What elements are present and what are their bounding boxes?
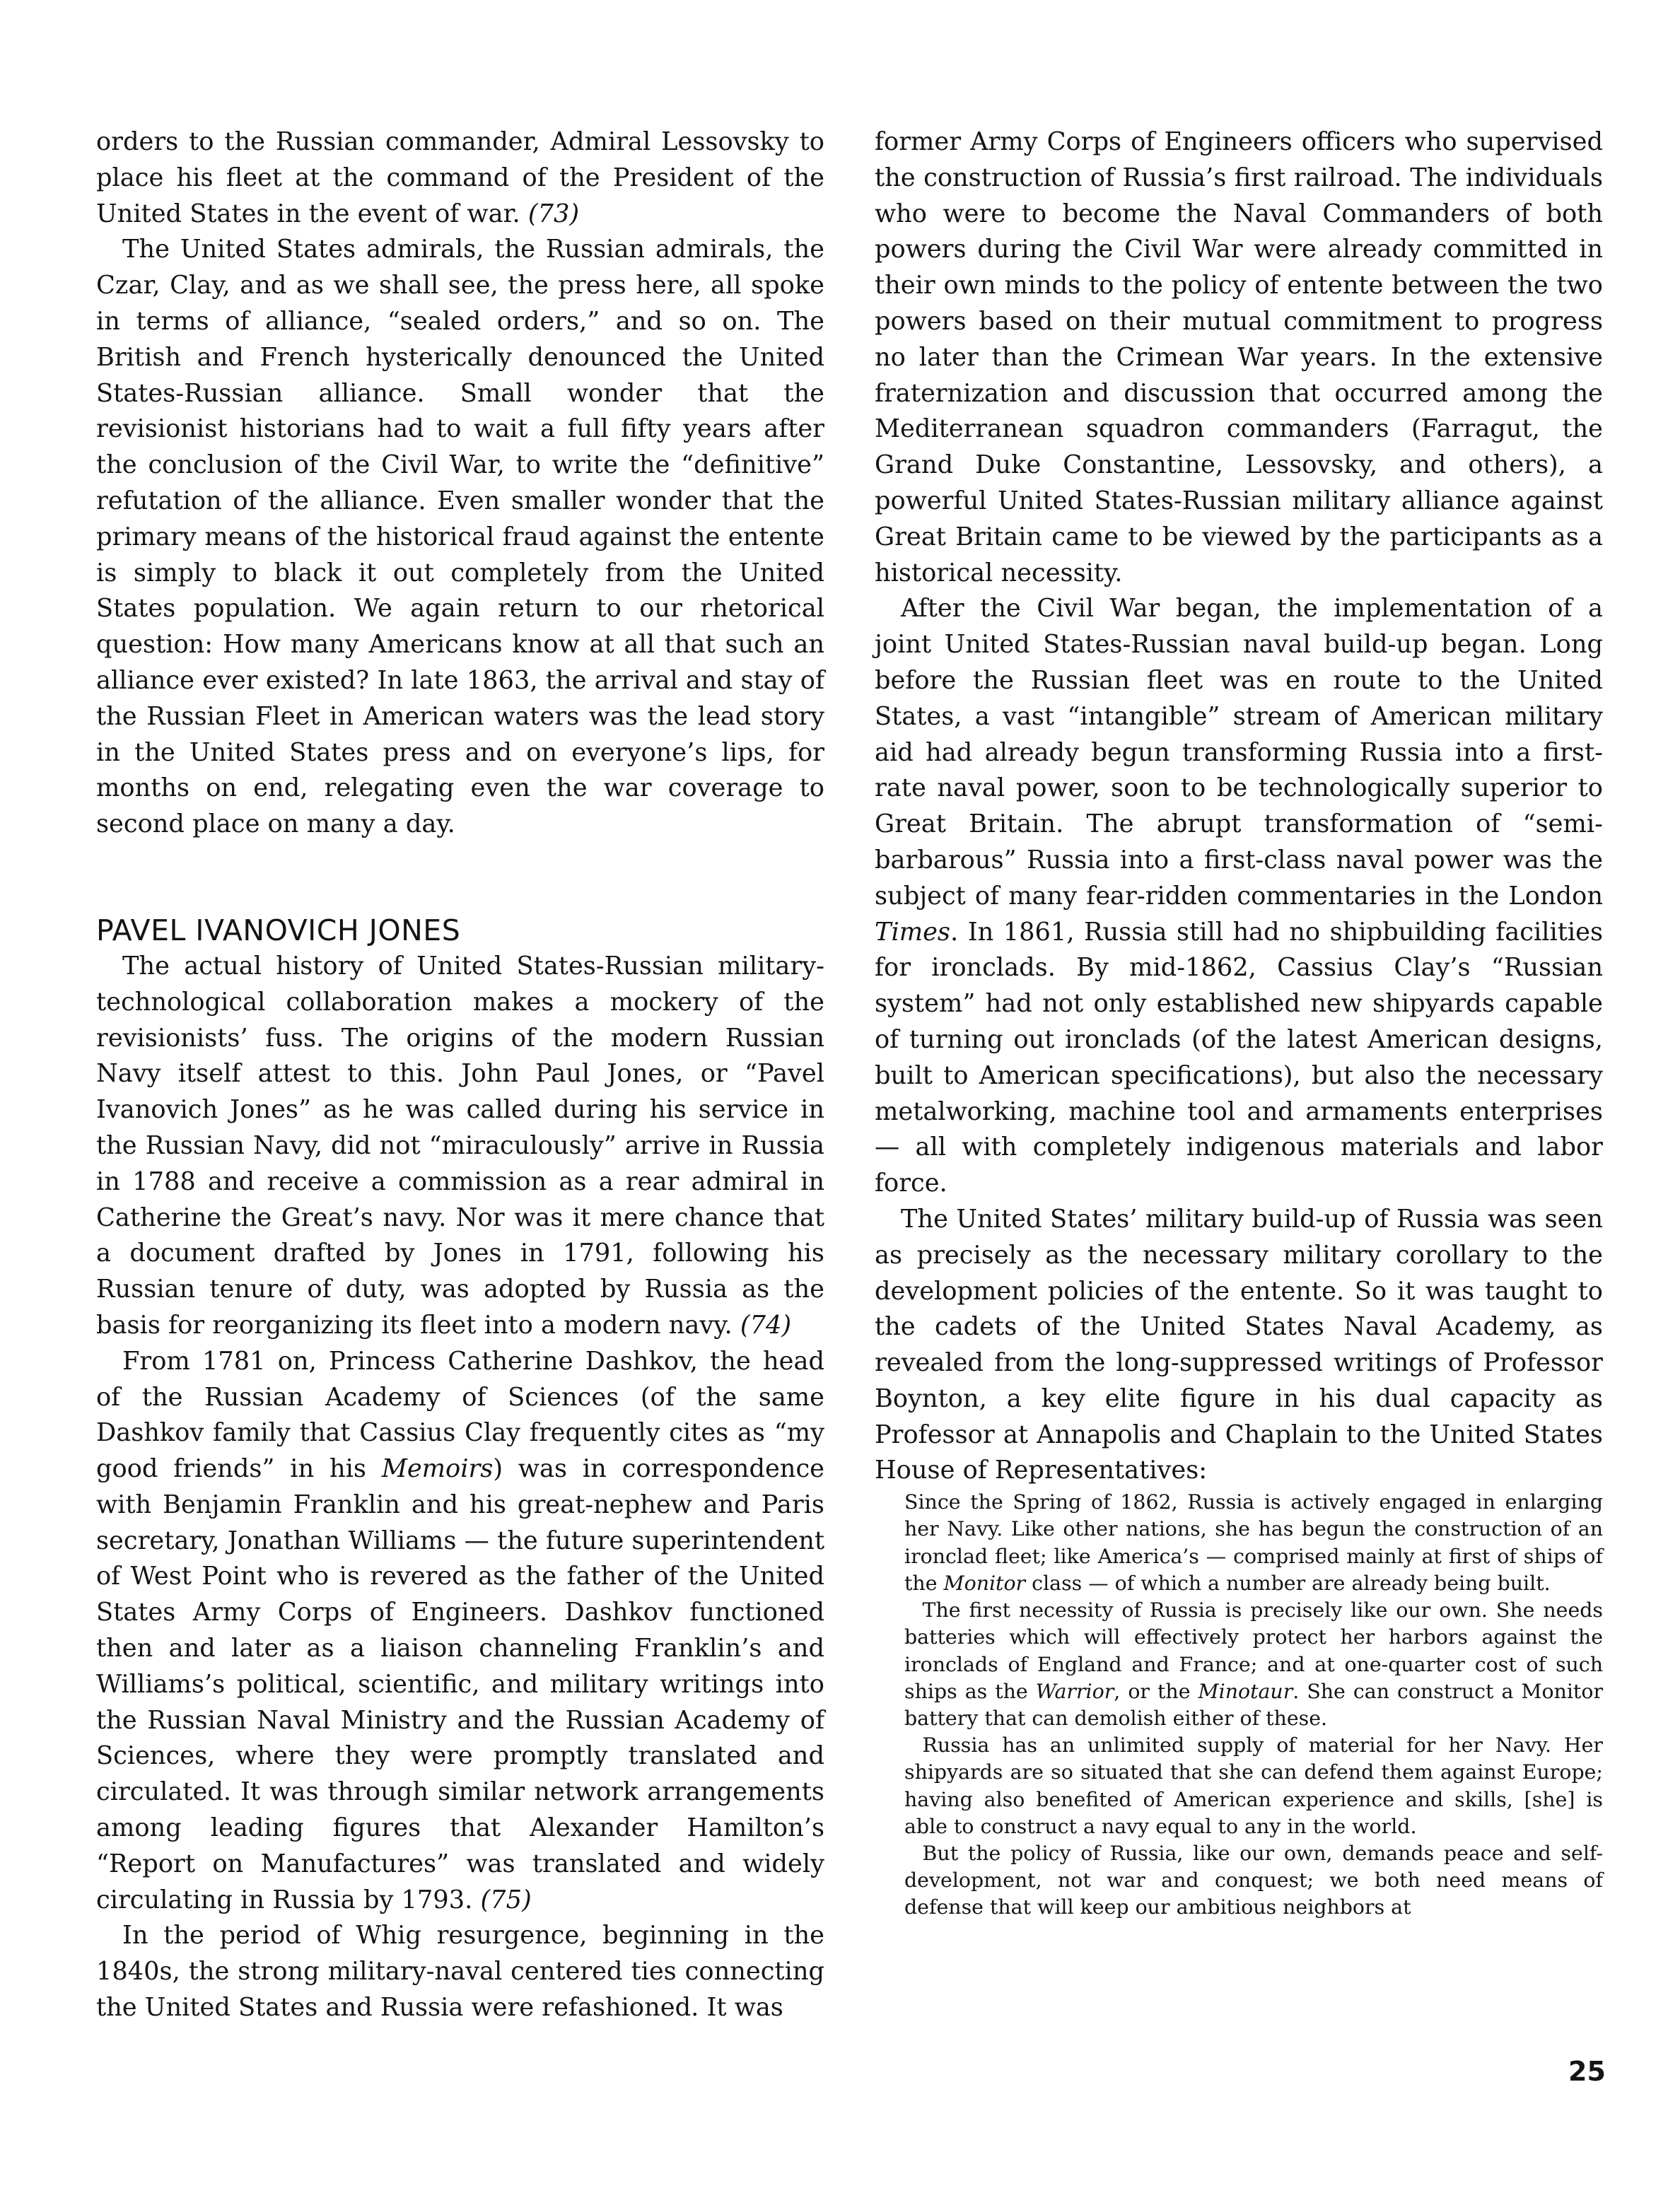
paragraph: The United States’ military build-up of Russia was seen as precisely as the necessary military corollary to the development policies of the entente. So it was taught to the cadets of the United States Naval Academy, as revealed from the long-suppressed writings of Professor Boynton, a key elite figure in his dual capacity as Professor at Annapolis and Chaplain to the United States House of Representatives: [875,1204,1603,1485]
citation: (73) [527,199,580,228]
quote-text: . She can construct a Monitor battery that can demolish either of these. [904,1679,1604,1730]
ship-name: Warrior [1035,1679,1114,1703]
paragraph-text: The actual history of United States-Russian military-technological collaboration makes a mockery of the revisionists’ fuss. The origins of the modern Russian Navy itself attest to this. John Paul Jones, or “Pavel Ivanovich Jones” as he was called during his service in the Russian Navy, did not “miraculously” arrive in Russia in 1788 and receive a commission as a rear admiral in Catherine the Great’s navy. Nor was it mere chance that a document drafted by Jones in 1791, following his Russian tenure of duty, was adopted by Russia as the basis for reorganizing its fleet into a modern navy. [96,951,824,1340]
right-column [875,124,1603,1922]
left-column [96,124,824,2026]
citation: (74) [740,1310,792,1340]
quote-text: , or the [1114,1679,1191,1703]
book-title: Memoirs [381,1454,494,1484]
quote-paragraph [904,1489,1603,1597]
quote-paragraph: Russia has an unlimited supply of material for her Navy. Her shipyards are so situated that she can defend them against Europe; having also benefited of American experience and skills, [she] is able to construct a navy equal to any in the world. [904,1733,1603,1838]
paragraph: former Army Corps of Engineers officers who supervised the construction of Russia’s first railroad. The individuals who were to become the Naval Commanders of both powers during the Civil War were already committed in their own minds to the policy of entente between the two powers based on their mutual commitment to progress no later than the Crimean War years. In the extensive fraternization and discussion that occurred among the Mediterranean squadron commanders (Farragut, the Grand Duke Constantine, Lessovsky, and others), a powerful United States-Russian military alliance against Great Britain came to be viewed by the participants as a historical necessity. [875,127,1603,587]
ship-class: Monitor [943,1571,1026,1595]
paragraph-text: From 1781 on, Princess Catherine Dashkov, the head of the Russian Academy of Sciences (of the same Dashkov family that Cassius Clay frequently cites as “my good friends” in his [96,1346,824,1484]
paragraph [96,949,824,1344]
paragraph-text: After the Civil War began, the implementation of a joint United States-Russian naval build-up began. Long before the Russian fleet was en route to the United States, a vast “intangible” stream of American military aid had already begun transforming Russia into a first-rate naval power, soon to be technologically superior to Great Britain. The abrupt transformation of “semi-barbarous” Russia into a first-class naval power was the subject of many fear-ridden commentaries in the London [875,594,1603,911]
paragraph [96,124,824,232]
quote-paragraph: But the policy of Russia, like our own, demands peace and self-development, not war and conquest; we both need means of defense that will keep our ambitious neighbors at [904,1841,1603,1919]
paragraph [875,591,1603,1202]
quote-text: class — of which a number are already being built. [1032,1571,1551,1595]
block-quote [904,1489,1603,1921]
newspaper-title: Times [875,917,950,947]
paragraph: The United States admirals, the Russian admirals, the Czar, Clay, and as we shall see, the press here, all spoke in terms of alliance, “sealed orders,” and so on. The British and French hysterically denounced the United States-Russian alliance. Small wonder that the revisionist historians had to wait a full fifty years after the conclusion of the Civil War, to write the “definitive” refutation of the alliance. Even smaller wonder that the primary means of the historical fraud against the entente is simply to black it out completely from the United States population. We again return to our rhetorical question: How many Americans know at all that such an alliance ever existed? In late 1863, the arrival and stay of the Russian Fleet in American waters was the lead story in the United States press and on everyone’s lips, for months on end, relegating even the war coverage to second place on many a day. [96,235,824,839]
paragraph [96,1344,824,1919]
quote-paragraph [904,1597,1603,1732]
citation: (75) [480,1885,532,1914]
paragraph-text: . In 1861, Russia still had no shipbuilding facilities for ironclads. By mid-1862, Cassius Clay’s “Russian system” had not only established new shipyards capable of turning out ironclads (of the latest American designs, built to American specifications), but also the necessary metalworking, machine tool and armaments enterprises — all with completely indigenous materials and labor force. [875,917,1603,1198]
paragraph: In the period of Whig resurgence, beginning in the 1840s, the strong military-naval centered ties connecting the United States and Russia were refashioned. It was [96,1921,824,2023]
paragraph-text: ) was in correspondence with Benjamin Franklin and his great-nephew and Paris secretary, Jonathan Williams — the future superintendent of West Point who is revered as the father of the United States Army Corps of Engineers. Dashkov functioned then and later as a liaison channeling Franklin’s and Williams’s political, scientific, and military writings into the Russian Naval Ministry and the Russian Academy of Sciences, where they were promptly translated and circulated. It was through similar network arrangements among leading figures that Alexander Hamilton’s “Report on Manufactures” was translated and widely circulating in Russia by 1793. [96,1454,824,1914]
section-heading: PAVEL IVANOVICH JONES [96,913,461,947]
page-number: 25 [1568,2056,1606,2087]
quote-text: The first necessity of Russia is precisely like our own. She needs batteries which will effectively protect her harbors against the ironclads of England and France; and at one-quarter cost of such ships as the [904,1598,1603,1703]
paragraph-text: orders to the Russian commander, Admiral Lessovsky to place his fleet at the command of the President of the United States in the event of war. [96,127,824,228]
ship-name: Minotaur [1198,1679,1293,1703]
quote-text: Since the Spring of 1862, Russia is actively engaged in enlarging her Navy. Like other nations, she has begun the construction of an ironclad fleet; like America’s — comprised mainly at first of ships of the [904,1490,1603,1595]
